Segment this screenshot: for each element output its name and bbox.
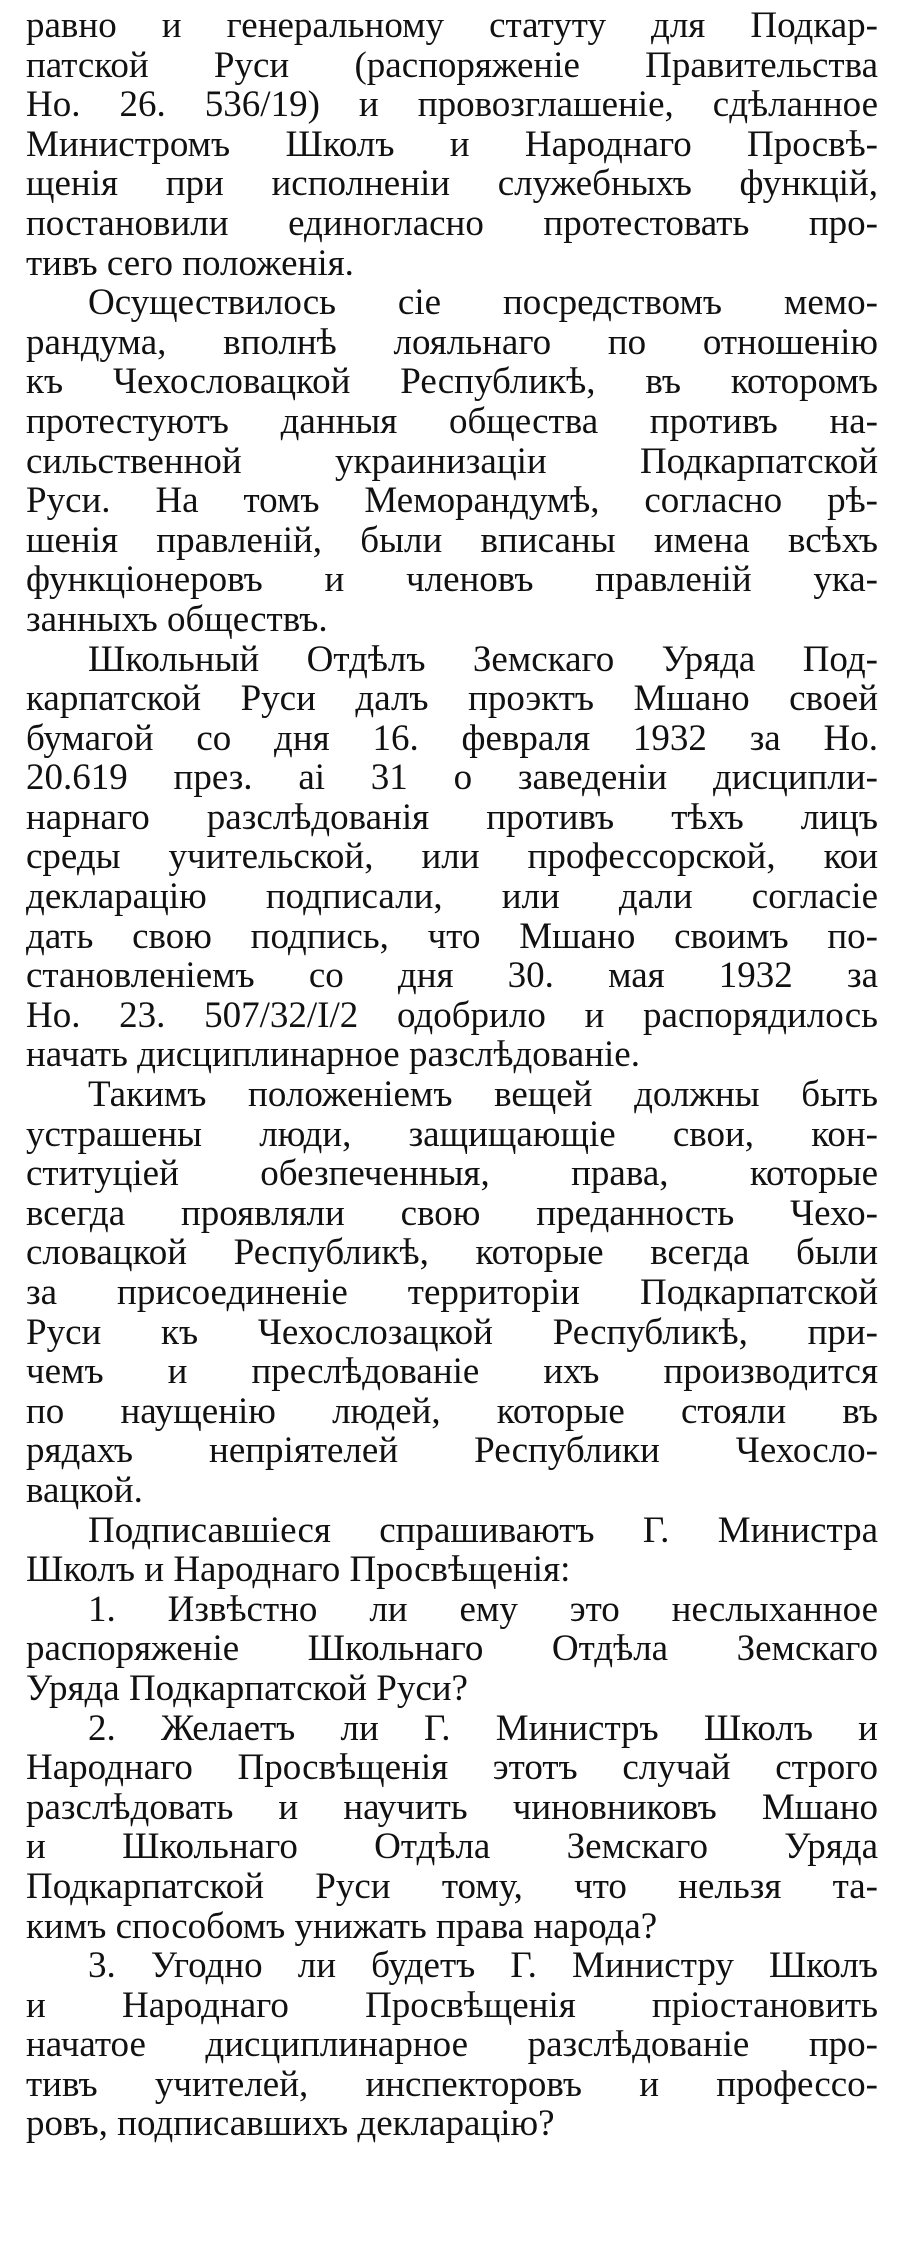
text-line: сильственной украинизаціи Подкарпатской [26, 441, 878, 482]
text-line: тивъ сего положенія. [26, 243, 354, 284]
text-line: Школьный Отдѣлъ Земскаго Уряда Под- [88, 639, 878, 680]
text-line: начатое дисциплинарное разслѣдованіе про- [26, 2025, 878, 2065]
text-line: декларацію подписали, или дали согласіе [26, 877, 878, 917]
text-line: протестуютъ данныя общества противъ на- [26, 401, 878, 442]
text-line: Школъ и Народнаго Просвѣщенія: [26, 1550, 571, 1590]
text-line: 2. Желаетъ ли Г. Министръ Школъ и [88, 1708, 878, 1749]
text-line: устрашены люди, защищающіе свои, кон- [26, 1114, 878, 1155]
text-line: становленіемъ со дня 30. мая 1932 за [26, 956, 878, 996]
text-line: Уряда Подкарпатской Руси? [26, 1668, 468, 1709]
text-line: бумагой со дня 16. февраля 1932 за Но. [26, 718, 878, 759]
text-line: равно и генеральному статуту для Подкар- [26, 6, 878, 46]
text-line: Но. 23. 507/32/I/2 одобрило и распорядилось [26, 995, 878, 1036]
text-line: щенія при исполненіи служебныхъ функцій, [26, 164, 878, 204]
text-line: словацкой Республикѣ, которые всегда были [26, 1233, 878, 1273]
text-line: и Народнаго Просвѣщенія пріостановить [26, 1985, 878, 2026]
text-line: ституціей обезпеченныя, права, которые [26, 1154, 878, 1194]
text-line: вацкой. [26, 1470, 143, 1511]
document-page [26, 6, 878, 2144]
text-line: нарнаго разслѣдованія противъ тѣхъ лицъ [26, 797, 878, 838]
text-line: занныхъ обществъ. [26, 599, 328, 640]
text-line: къ Чехословацкой Республикѣ, въ которомъ [26, 362, 878, 402]
text-line: Народнаго Просвѣщенія этотъ случай строго [26, 1748, 878, 1788]
text-line: Подписавшіеся спрашиваютъ Г. Министра [88, 1510, 878, 1551]
paragraph [26, 283, 878, 639]
text-line: распоряженіе Школьнаго Отдѣла Земскаго [26, 1629, 878, 1669]
text-line: тивъ учителей, инспекторовъ и профессо- [26, 2064, 878, 2105]
text-line: шенія правленій, были вписаны имена всѣхъ [26, 520, 878, 561]
text-line: по наущенію людей, которые стояли въ [26, 1391, 878, 1432]
paragraph [26, 1590, 878, 1709]
paragraph [26, 640, 878, 1076]
text-line: за присоединеніе территоріи Подкарпатской [26, 1273, 878, 1313]
text-line: карпатской Руси далъ проэктъ Мшано своей [26, 679, 878, 719]
paragraph [26, 1946, 878, 2144]
paragraph [26, 1709, 878, 1947]
text-line: Руси къ Чехослозацкой Республикѣ, при- [26, 1312, 878, 1353]
text-line: 1. Извѣстно ли ему это неслыханное [88, 1589, 878, 1630]
text-line: Подкарпатской Руси тому, что нельзя та- [26, 1866, 878, 1907]
text-line: среды учительской, или профессорской, кои [26, 837, 878, 878]
text-line: 20.619 през. аі 31 о заведеніи дисципли- [26, 758, 878, 798]
text-line: ровъ, подписавшихъ декларацію? [26, 2104, 555, 2145]
paragraph [26, 1511, 878, 1590]
text-line: Министромъ Школъ и Народнаго Просвѣ- [26, 124, 878, 165]
text-line: Руси. На томъ Меморандумѣ, согласно рѣ- [26, 481, 878, 521]
text-line: рядахъ непріятелей Республики Чехосло- [26, 1431, 878, 1471]
text-line: дать свою подпись, что Мшано своимъ по- [26, 916, 878, 957]
text-line: всегда проявляли свою преданность Чехо- [26, 1193, 878, 1234]
text-line: разслѣдовать и научить чиновниковъ Мшано [26, 1787, 878, 1828]
text-line: начать дисциплинарное разслѣдованіе. [26, 1035, 640, 1076]
text-line: рандума, вполнѣ лояльнаго по отношенію [26, 322, 878, 363]
paragraph [26, 1075, 878, 1511]
text-line: и Школьнаго Отдѣла Земскаго Уряда [26, 1827, 878, 1867]
text-line: чемъ и преслѣдованіе ихъ производится [26, 1352, 878, 1392]
text-line: функціонеровъ и членовъ правленій ука- [26, 560, 878, 600]
text-line: постановили единогласно протестовать про- [26, 203, 878, 244]
text-line: Такимъ положеніемъ вещей должны быть [88, 1075, 878, 1115]
text-line: кимъ способомъ унижать права народа? [26, 1906, 658, 1947]
paragraph [26, 6, 878, 283]
text-line: 3. Угодно ли будетъ Г. Министру Школъ [88, 1946, 878, 1986]
text-line: Осуществилось сіе посредствомъ мемо- [88, 283, 878, 323]
text-line: патской Руси (распоряженіе Правительства [26, 45, 878, 86]
text-line: Но. 26. 536/19) и провозглашеніе, сдѣланное [26, 85, 878, 125]
